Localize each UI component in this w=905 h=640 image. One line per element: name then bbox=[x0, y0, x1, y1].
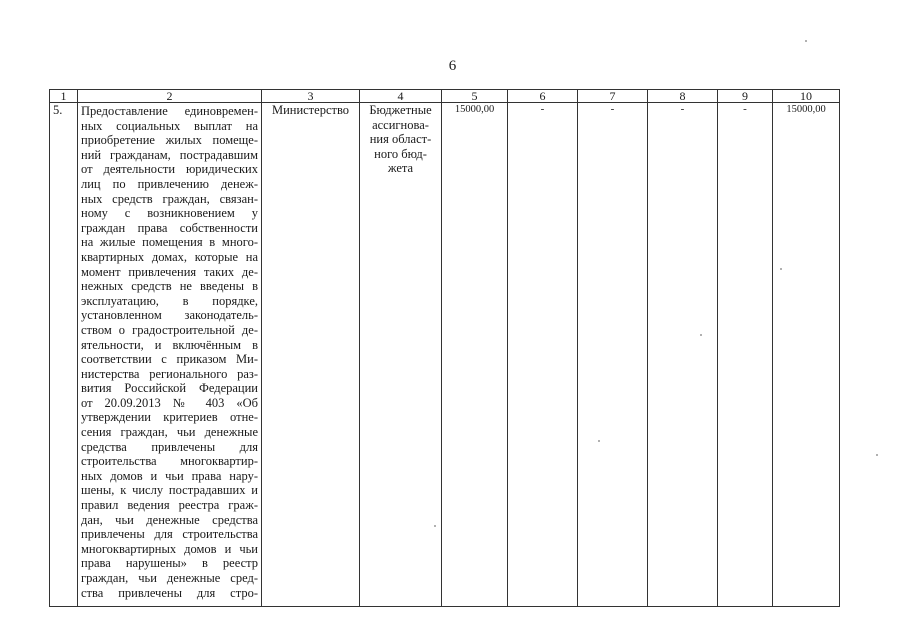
column-number: 3 bbox=[262, 90, 360, 103]
amount-col6: - bbox=[508, 103, 578, 607]
measure-description bbox=[78, 103, 262, 607]
column-number: 4 bbox=[360, 90, 442, 103]
funding-source-cell bbox=[360, 103, 442, 607]
description-line: нистерства регионального раз- bbox=[81, 366, 258, 381]
description-line: утверждении критериев отне- bbox=[81, 410, 258, 425]
description-line: эксплуатацию, в порядке, bbox=[81, 293, 258, 308]
scan-speck bbox=[434, 525, 436, 527]
row-index: 5. bbox=[50, 103, 78, 607]
description-line: момент привлечения таких де- bbox=[81, 264, 258, 279]
description-line: нежных средств не введены в bbox=[81, 279, 258, 294]
description-line: привлечены для строительства bbox=[81, 527, 258, 542]
description-line: ных домов и чьи права нару- bbox=[81, 468, 258, 483]
funding-source-line: Бюджетные bbox=[369, 103, 432, 117]
description-line: ний гражданам, пострадавшим bbox=[81, 147, 258, 162]
column-number: 1 bbox=[50, 90, 78, 103]
scan-speck bbox=[598, 440, 600, 442]
description-line: ства привлечены для стро- bbox=[81, 585, 258, 600]
column-number-row bbox=[50, 90, 840, 103]
column-number: 6 bbox=[508, 90, 578, 103]
description-line: приобретение жилых помеще- bbox=[81, 133, 258, 148]
description-line: вития Российской Федерации bbox=[81, 381, 258, 396]
description-line: правил ведения реестра граж- bbox=[81, 498, 258, 513]
funding-source-line: жета bbox=[387, 161, 414, 176]
column-number: 9 bbox=[718, 90, 773, 103]
funding-source-line: ассигнова- bbox=[372, 117, 429, 132]
description-line: средства привлечены для bbox=[81, 439, 258, 454]
column-number: 2 bbox=[78, 90, 262, 103]
description-line: граждан, чьи денежные сред- bbox=[81, 571, 258, 585]
description-line: лиц по привлечению денеж- bbox=[81, 176, 258, 191]
page-number: 6 bbox=[448, 58, 457, 74]
description-line: многоквартирных домов и чьи bbox=[81, 541, 258, 556]
description-line: ных социальных выплат на bbox=[81, 118, 258, 133]
description-line: дан, чьи денежные средства bbox=[81, 512, 258, 527]
column-number: 10 bbox=[773, 90, 840, 103]
description-line: соответствии с приказом Ми- bbox=[81, 352, 258, 367]
description-line: Предоставление единовремен- bbox=[81, 104, 258, 118]
description-line: граждан права собственности bbox=[81, 220, 258, 235]
amount-col10: 15000,00 bbox=[773, 103, 840, 607]
description-line: ному с возникновением у bbox=[81, 206, 258, 221]
table-row bbox=[50, 103, 840, 607]
description-line: на жилые помещения в много- bbox=[81, 235, 258, 250]
scan-speck bbox=[700, 334, 702, 336]
funding-source-line: ния област- bbox=[369, 132, 432, 147]
scan-speck bbox=[805, 40, 807, 42]
scan-speck bbox=[780, 268, 782, 270]
description-line: от деятельности юридических bbox=[81, 162, 258, 177]
description-line: квартирных домах, которые на bbox=[81, 249, 258, 264]
description-line: строительства многоквартир- bbox=[81, 454, 258, 469]
amount-col7: - bbox=[578, 103, 648, 607]
column-number: 8 bbox=[648, 90, 718, 103]
amount-col5: 15000,00 bbox=[442, 103, 508, 607]
executor-cell: Министерство bbox=[262, 103, 360, 607]
description-line: ных средств граждан, связан- bbox=[81, 191, 258, 206]
description-line: шены, к числу пострадавших и bbox=[81, 483, 258, 498]
amount-col8: - bbox=[648, 103, 718, 607]
description-line: сения граждан, чьи денежные bbox=[81, 425, 258, 440]
scan-speck bbox=[876, 454, 878, 456]
funding-source-line: ного бюд- bbox=[374, 146, 427, 161]
column-number: 5 bbox=[442, 90, 508, 103]
amount-col9: - bbox=[718, 103, 773, 607]
column-number: 7 bbox=[578, 90, 648, 103]
budget-table bbox=[49, 89, 840, 607]
description-line: от 20.09.2013 № 403 «Об bbox=[81, 395, 258, 410]
description-line: ством о градостроительной де- bbox=[81, 322, 258, 337]
description-line: ятельности, и включённым в bbox=[81, 337, 258, 352]
description-line: установленном законодатель- bbox=[81, 308, 258, 323]
description-line: права нарушены» в реестр bbox=[81, 556, 258, 571]
